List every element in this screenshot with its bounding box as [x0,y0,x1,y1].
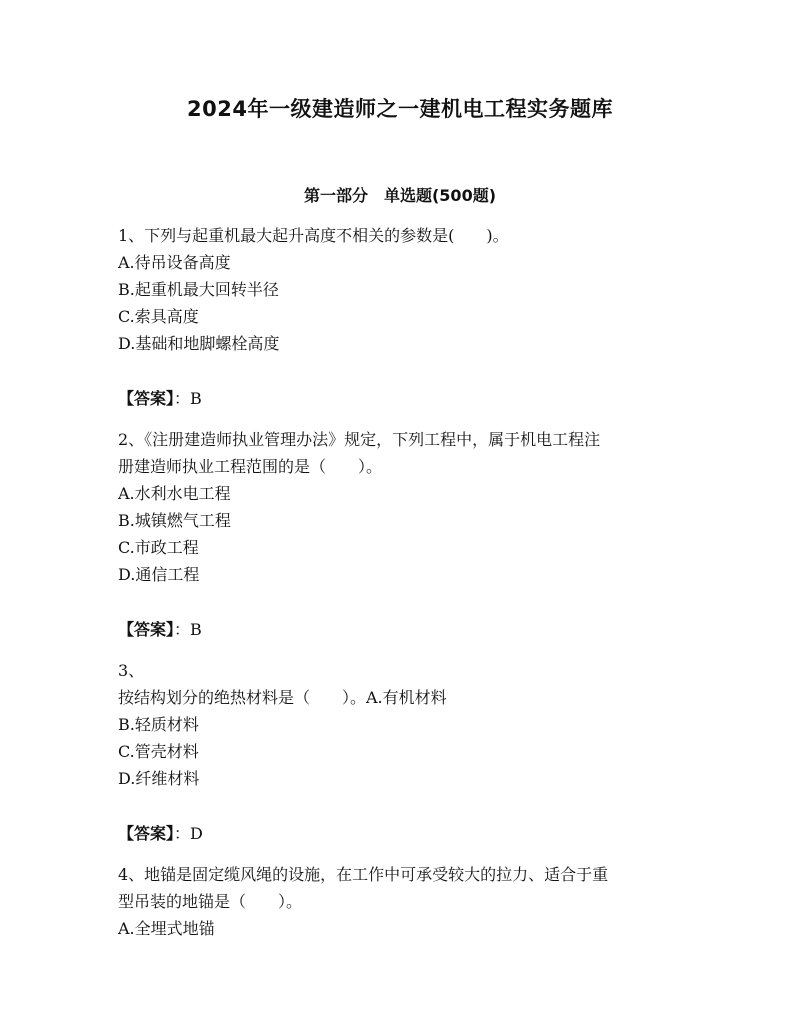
question-number: 3、 [118,661,145,680]
option-d: D.纤维材料 [118,769,200,788]
question-stem: 按结构划分的绝热材料是（ ）。A.有机材料 [118,688,447,707]
answer-value: ：B [174,389,202,408]
answer-line [118,387,202,411]
answer-label: 【答案】 [118,824,175,843]
option-c: C.市政工程 [118,538,199,557]
option-b: B.轻质材料 [118,715,199,734]
answer-label: 【答案】 [118,389,175,408]
question-stem-continued: 型吊装的地锚是（ ）。 [118,892,303,911]
option-a: A.全埋式地锚 [118,919,215,938]
option-b: B.城镇燃气工程 [118,511,231,530]
section-title: 第一部分 单选题(500题) [303,186,497,205]
option-b: B.起重机最大回转半径 [118,280,279,299]
option-c: C.索具高度 [118,307,199,326]
answer-value: ：B [174,620,202,639]
question-stem: 2、《注册建造师执业管理办法》规定，下列工程中，属于机电工程注 [118,430,601,449]
option-c: C.管壳材料 [118,742,199,761]
option-d: D.通信工程 [118,565,200,584]
answer-line [118,822,203,846]
answer-label: 【答案】 [118,620,175,639]
document-title: 2024年一级建造师之一建机电工程实务题库 [187,97,613,121]
question-stem-continued: 册建造师执业工程范围的是（ ）。 [118,457,383,476]
option-a: A.待吊设备高度 [118,253,231,272]
answer-line [118,618,202,642]
option-d: D.基础和地脚螺栓高度 [118,334,280,353]
question-stem: 4、地锚是固定缆风绳的设施，在工作中可承受较大的拉力、适合于重 [118,865,609,884]
question-stem: 1、下列与起重机最大起升高度不相关的参数是( )。 [118,226,509,245]
answer-value: ：D [174,824,203,843]
option-a: A.水利水电工程 [118,484,231,503]
